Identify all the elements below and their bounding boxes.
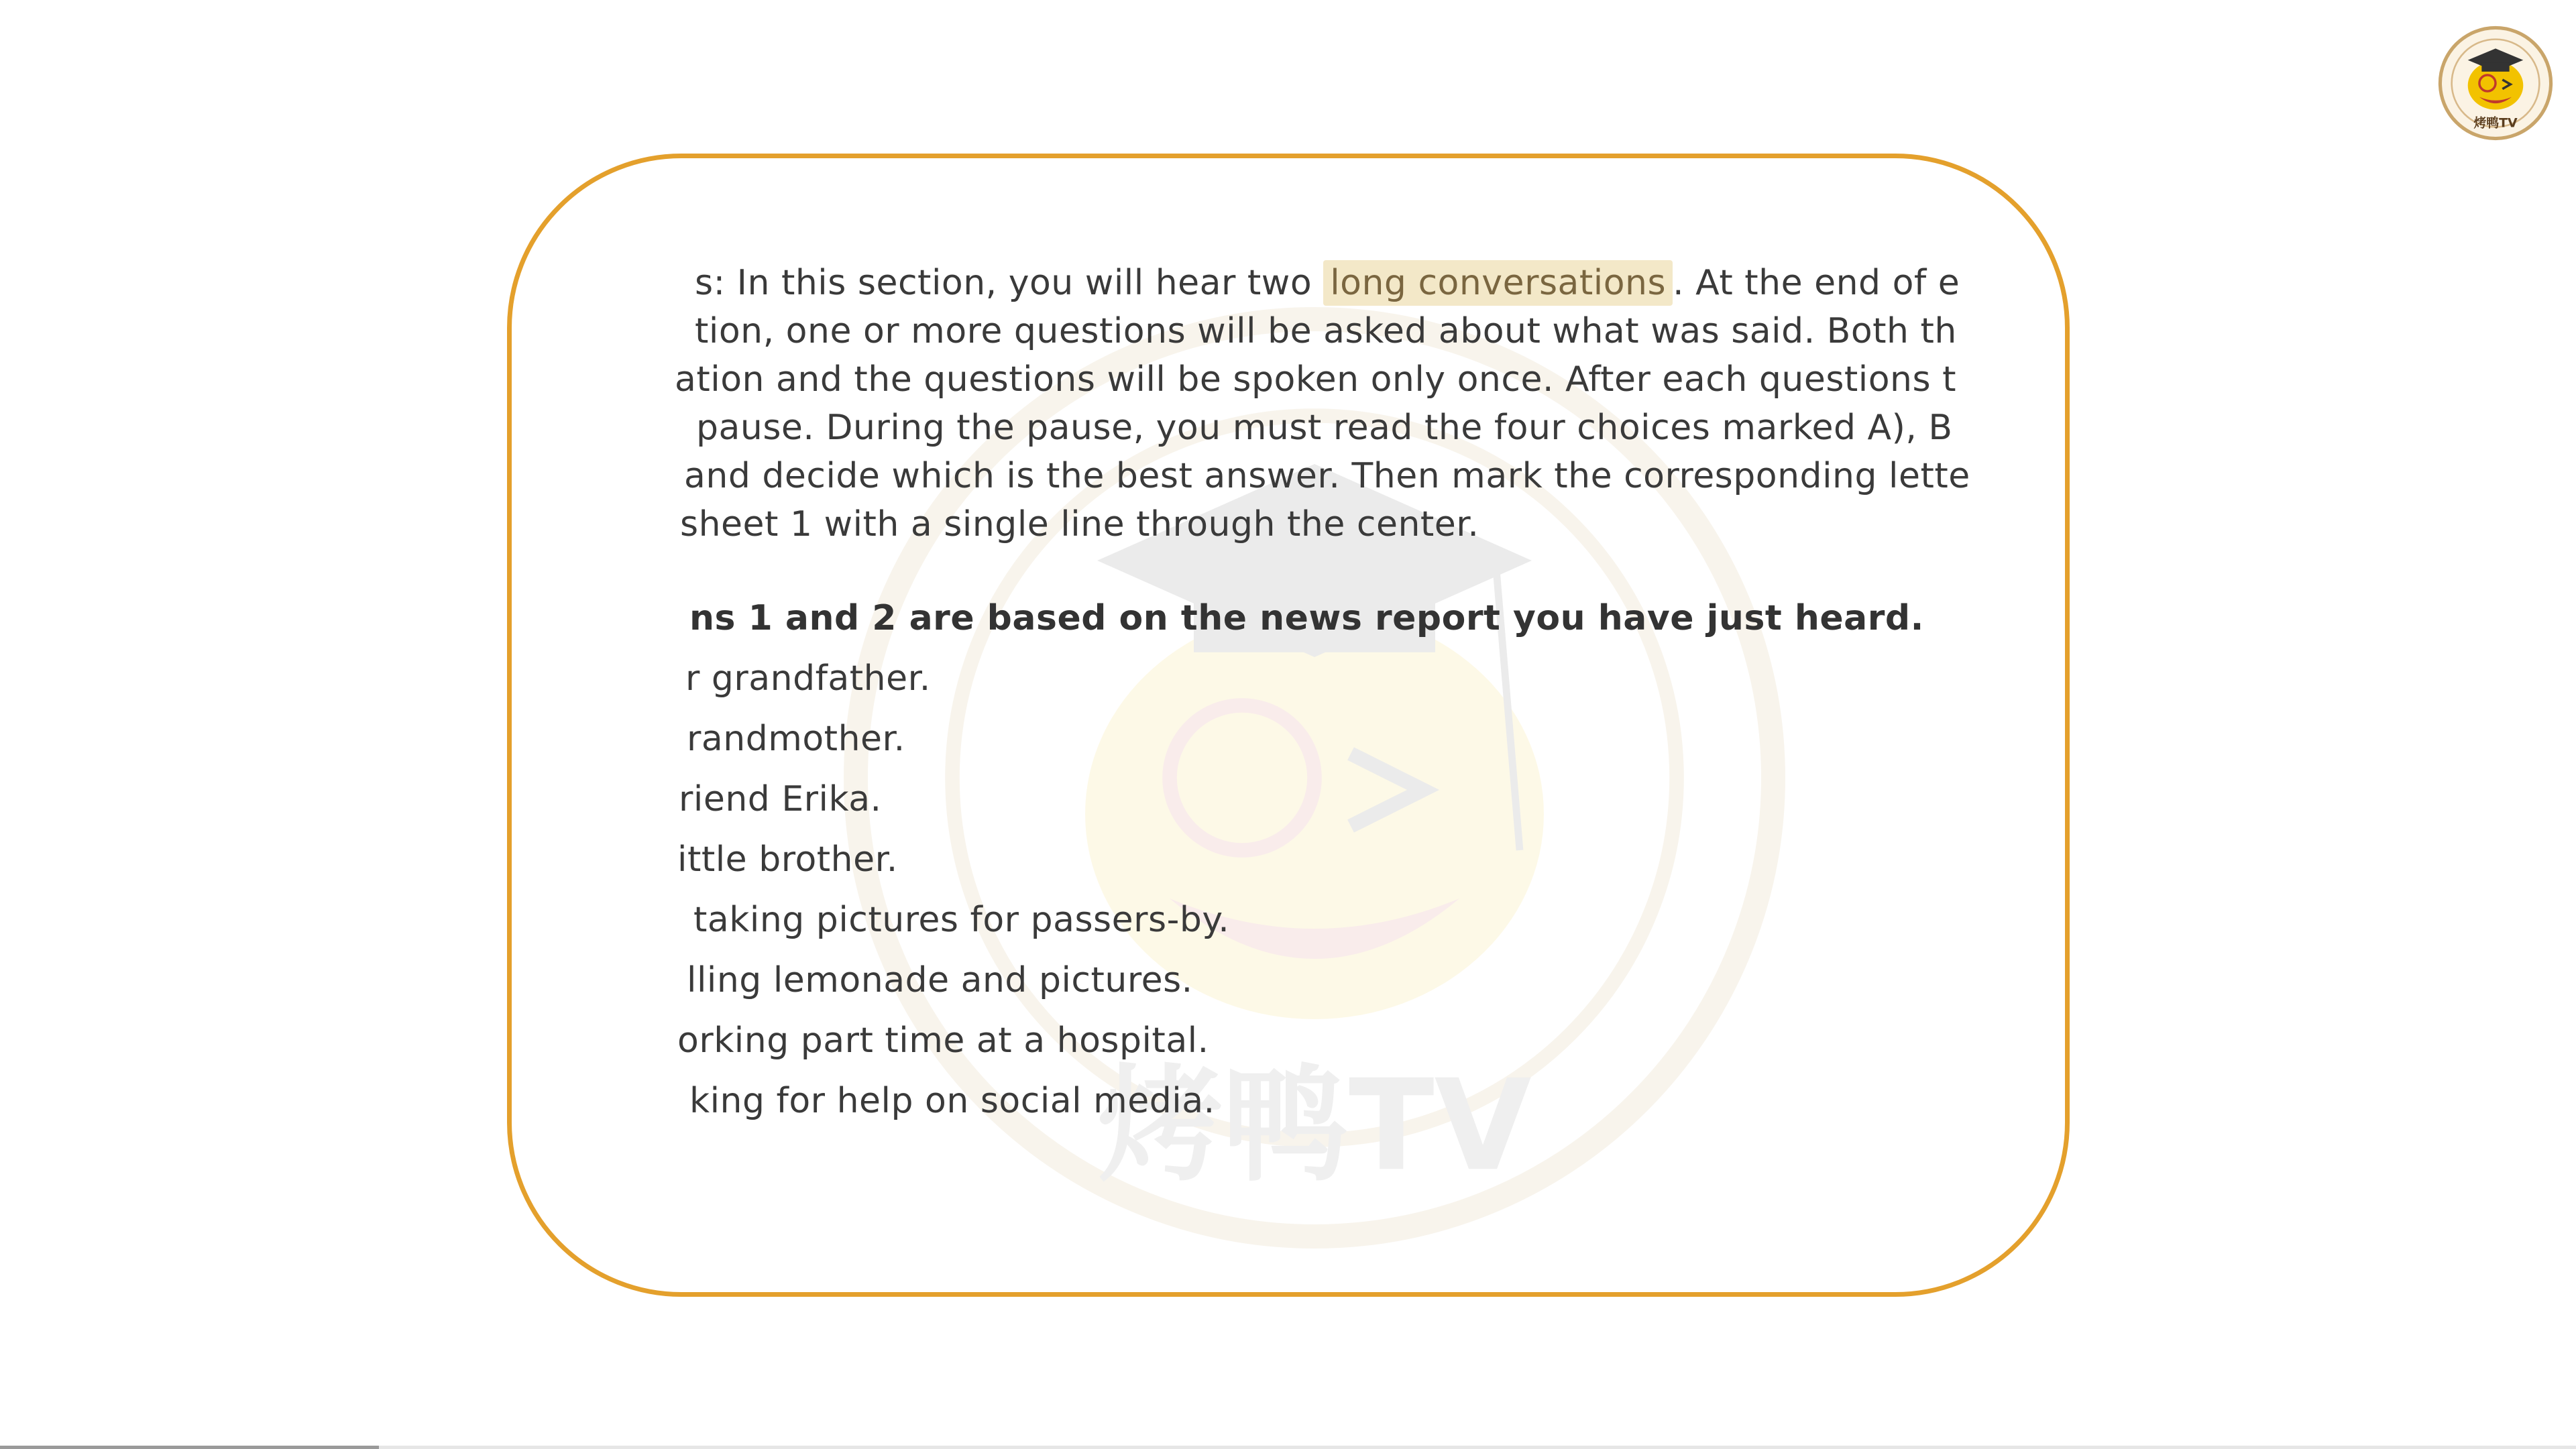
option-line-4: ittle brother. [677,839,898,880]
directions-line-3: ation and the questions will be spoken only once. After each questions t [675,359,1957,400]
option-line-1: r grandfather. [685,658,931,699]
option-line-8: king for help on social media. [689,1081,1215,1121]
option-line-2: randmother. [687,719,905,759]
option-line-3: riend Erika. [679,779,882,819]
logo-text: 烤鸭TV [2473,115,2518,131]
directions-line-1 [695,259,1960,307]
playback-progress-bar[interactable] [0,1446,2576,1449]
option-line-5: taking pictures for passers-by. [693,900,1230,940]
directions-line-2: tion, one or more questions will be asked about what was said. Both th [695,311,1957,351]
option-line-7: orking part time at a hospital. [677,1021,1209,1061]
directions-line-4: pause. During the pause, you must read the four choices marked A), B [696,408,1953,448]
channel-logo [2438,25,2553,141]
directions-line-5: and decide which is the best answer. Then mark the corresponding lette [684,456,1970,496]
question-heading: ns 1 and 2 are based on the news report you have just heard. [689,598,1924,638]
directions-line-1-pre: s: In this section, you will hear two [695,263,1324,303]
directions-line-6: sheet 1 with a single line through the center. [680,504,1479,544]
progress-fill [0,1446,379,1449]
option-line-6: lling lemonade and pictures. [687,960,1193,1000]
directions-line-1-post: . At the end of e [1673,263,1960,303]
highlighted-phrase: long conversations [1323,260,1673,306]
